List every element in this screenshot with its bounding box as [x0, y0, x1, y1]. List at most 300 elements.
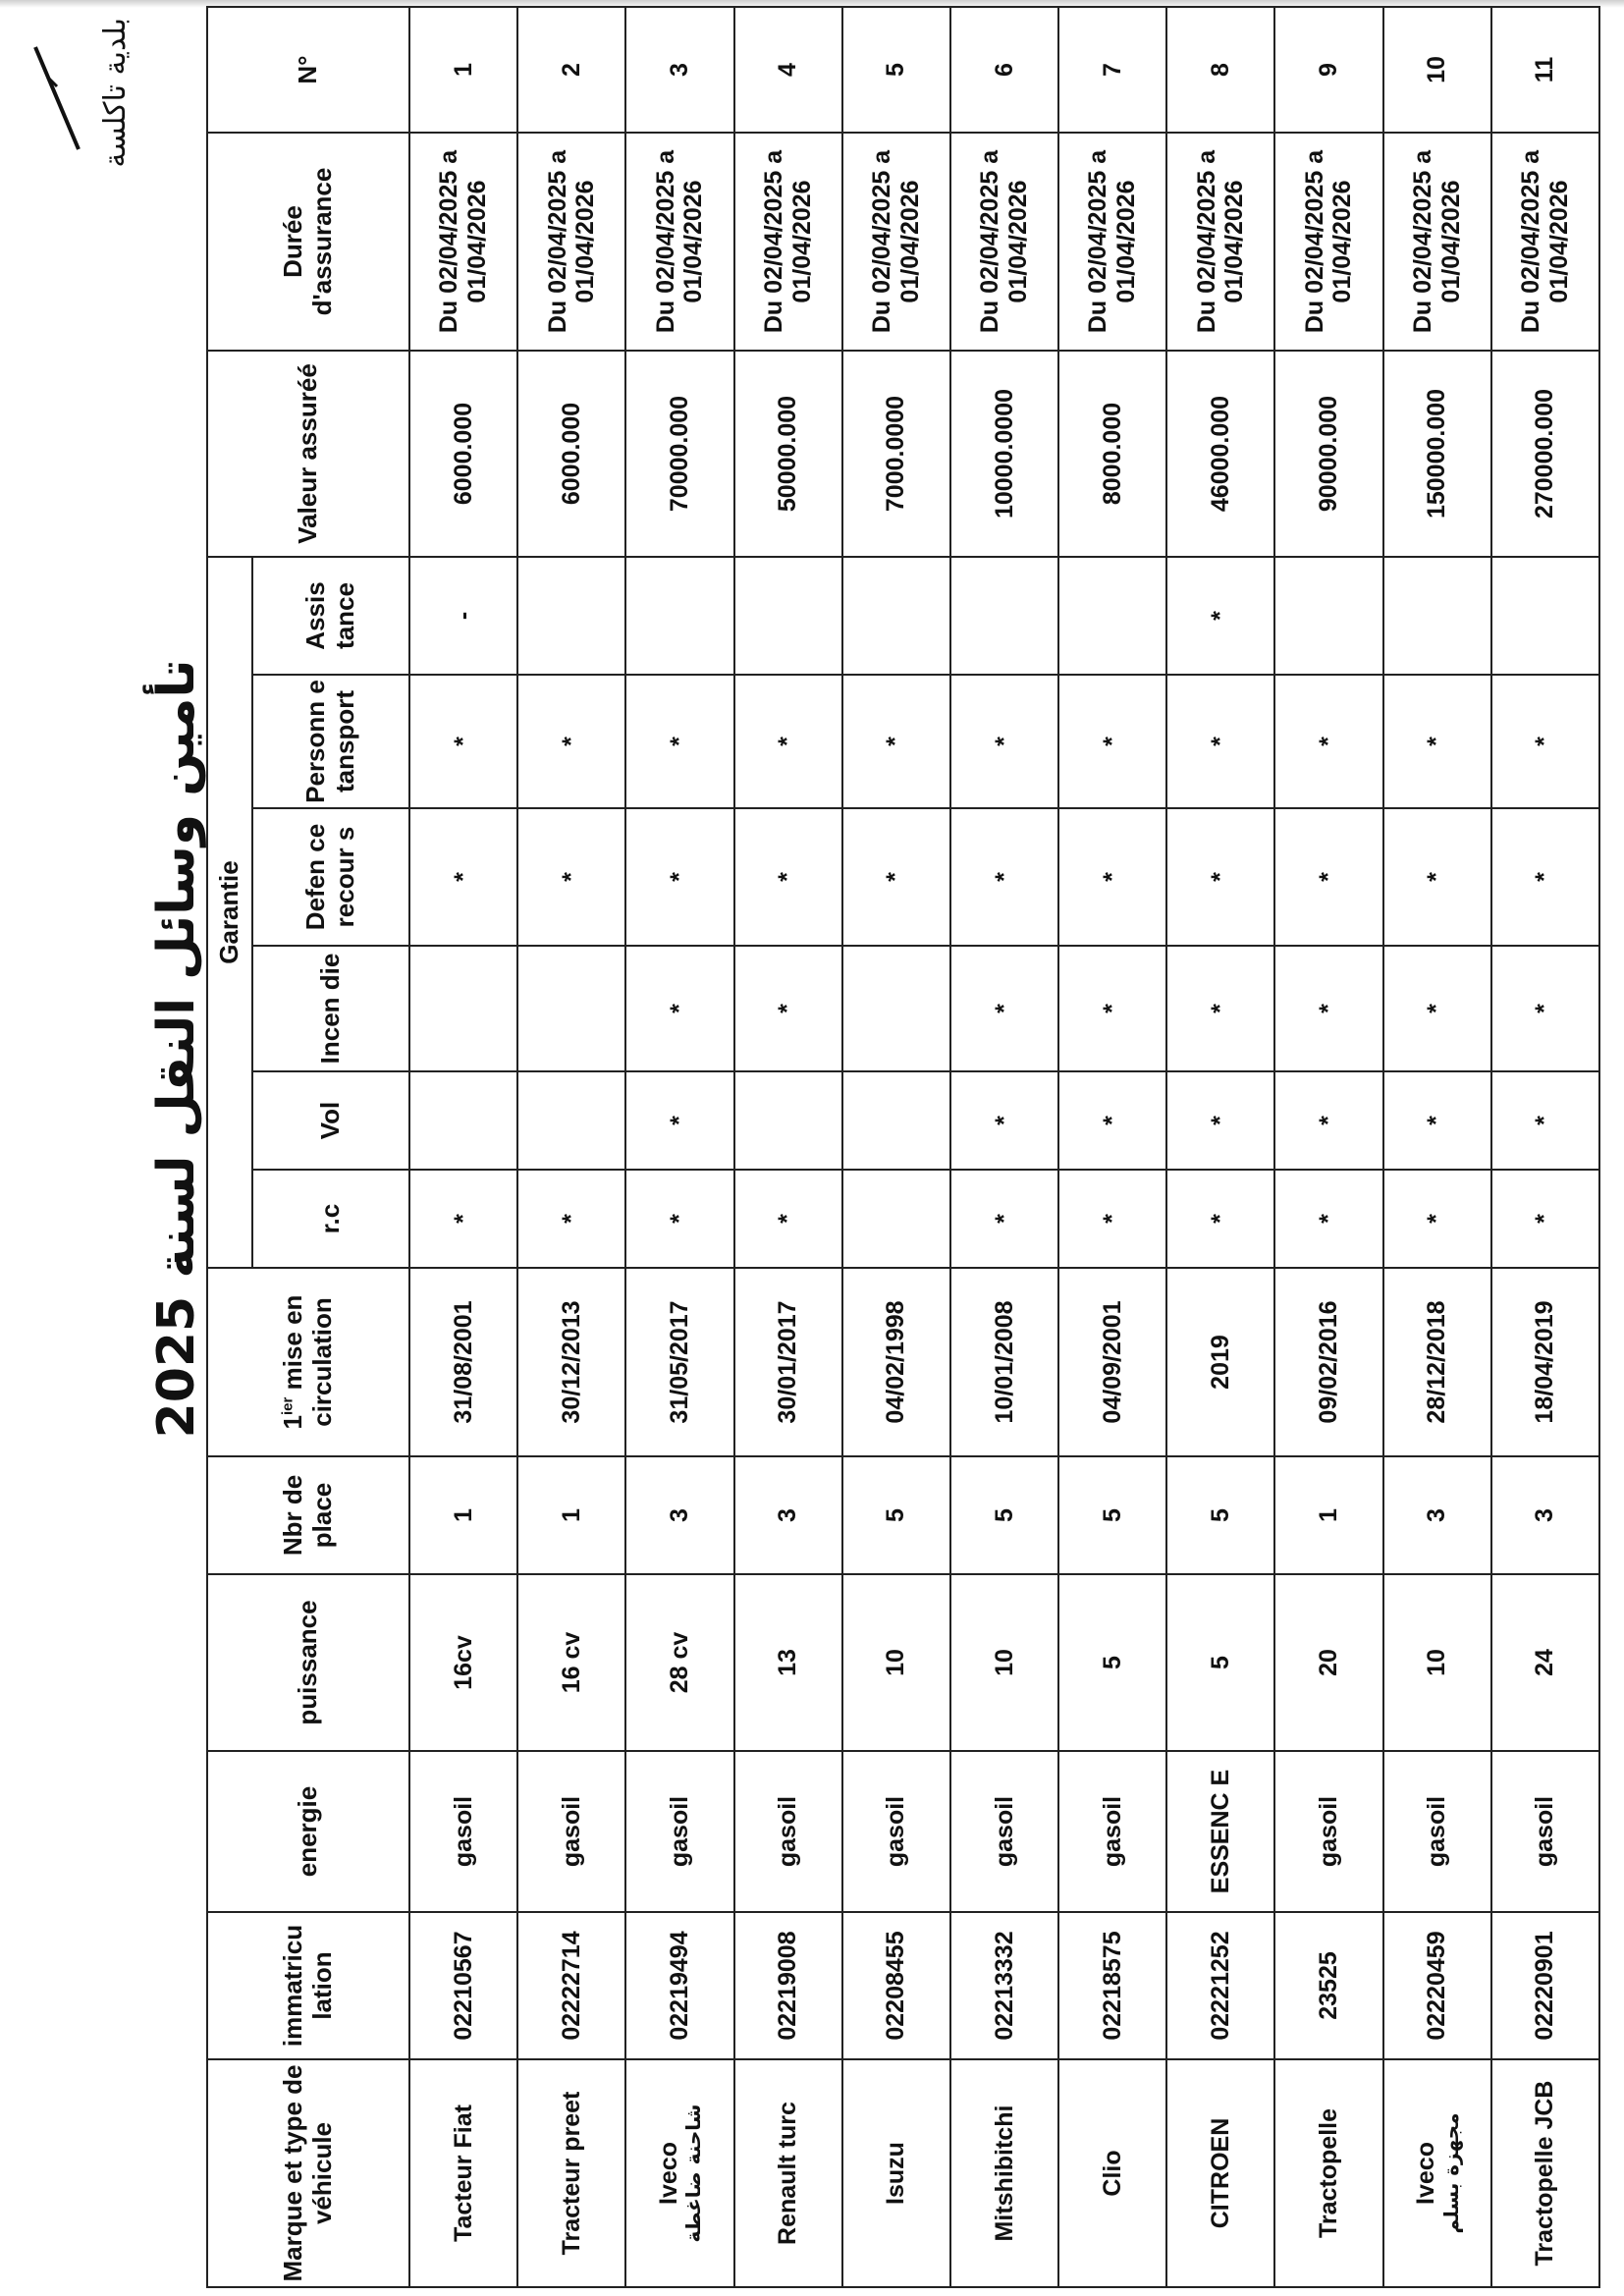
cell-duree-text: Du 02/04/2025 a 01/04/2026: [1408, 149, 1465, 334]
cell-duree: [734, 133, 842, 351]
cell-puissance-text: 10: [1423, 1649, 1451, 1676]
mise-sup: ier: [279, 1396, 297, 1415]
table-row: [625, 7, 733, 2287]
cell-incendie: [950, 946, 1058, 1071]
cell-marque-text: Mitshibitchi: [990, 2105, 1018, 2242]
cell-incendie-text: *: [1531, 1004, 1559, 1013]
cell-duree: [409, 133, 517, 351]
cell-places: [1383, 1456, 1491, 1574]
cell-num-text: 11: [1531, 56, 1559, 83]
cell-puissance-text: 10: [990, 1649, 1018, 1676]
cell-marque: [1491, 2059, 1599, 2287]
cell-incendie: [1166, 946, 1274, 1071]
cell-duree-text: Du 02/04/2025 a 01/04/2026: [1517, 149, 1573, 334]
cell-places: [409, 1456, 517, 1574]
cell-defence-text: *: [774, 872, 802, 882]
cell-puissance: [734, 1574, 842, 1751]
cell-num-text: 4: [774, 63, 802, 77]
table-body: [409, 7, 1599, 2287]
cell-puissance-text: 28 cv: [666, 1631, 694, 1694]
cell-personne: [1274, 675, 1382, 808]
cell-num: [1166, 7, 1274, 133]
cell-vol-text: *: [1098, 1116, 1126, 1125]
cell-num-text: 5: [882, 63, 910, 77]
cell-valeur-text: 270000.000: [1531, 388, 1559, 519]
col-header-vol: Vol: [252, 1071, 409, 1170]
cell-marque-arabic: شاحنة ضاغطة: [681, 2104, 706, 2243]
cell-valeur-text: 6000.000: [449, 402, 477, 506]
cell-rc: [1383, 1170, 1491, 1268]
cell-rc-text: *: [1531, 1214, 1559, 1224]
cell-personne: [842, 675, 950, 808]
col-header-marque: Marque et type de véhicule: [207, 2059, 409, 2287]
cell-defence-text: *: [557, 872, 585, 882]
cell-duree-text: Du 02/04/2025 a 01/04/2026: [976, 149, 1032, 334]
cell-puissance: [1491, 1574, 1599, 1751]
cell-immat: [517, 1912, 625, 2059]
cell-valeur-text: 10000.0000: [990, 388, 1018, 519]
cell-incendie-text: *: [1206, 1004, 1234, 1013]
cell-defence-text: *: [990, 872, 1018, 882]
cell-puissance: [409, 1574, 517, 1751]
cell-defence: [842, 808, 950, 946]
cell-puissance-text: 5: [1098, 1656, 1126, 1669]
col-header-assistance: Assis tance: [252, 557, 409, 675]
cell-mise-text: 31/08/2001: [449, 1300, 477, 1424]
cell-puissance: [1274, 1574, 1382, 1751]
cell-immat-text: 02219494: [666, 1931, 694, 2041]
col-header-personne: Personn e tansport: [252, 675, 409, 808]
cell-marque: [950, 2059, 1058, 2287]
cell-personne: [625, 675, 733, 808]
cell-personne: [1383, 675, 1491, 808]
cell-duree: [517, 133, 625, 351]
cell-marque: [409, 2059, 517, 2287]
cell-personne: [517, 675, 625, 808]
cell-immat-text: 02210567: [449, 1931, 477, 2041]
cell-num: [842, 7, 950, 133]
cell-valeur-text: 50000.000: [774, 395, 802, 513]
cell-vol-text: *: [1531, 1116, 1559, 1125]
cell-duree: [1274, 133, 1382, 351]
cell-duree-text: Du 02/04/2025 a 01/04/2026: [868, 149, 924, 334]
cell-marque-text: Tacteur Fiat: [449, 2105, 477, 2242]
cell-rc-text: *: [990, 1214, 1018, 1224]
cell-marque: [517, 2059, 625, 2287]
cell-places-text: 3: [774, 1508, 802, 1522]
cell-assistance-text: -: [449, 611, 477, 621]
cell-valeur-text: 70000.000: [666, 395, 694, 513]
mise-rest: mise en circulation: [278, 1294, 337, 1427]
cell-rc-text: *: [557, 1214, 585, 1224]
cell-mise: [950, 1268, 1058, 1456]
cell-defence-text: *: [1315, 872, 1343, 882]
cell-rc-text: *: [774, 1214, 802, 1224]
table-row: [950, 7, 1058, 2287]
cell-defence: [1274, 808, 1382, 946]
cell-valeur: [734, 351, 842, 557]
cell-immat: [1491, 1912, 1599, 2059]
cell-assistance-text: *: [1206, 611, 1234, 621]
cell-puissance: [517, 1574, 625, 1751]
cell-valeur: [1274, 351, 1382, 557]
cell-valeur-text: 7000.0000: [882, 395, 910, 513]
cell-energie: [1058, 1751, 1166, 1912]
cell-assistance: [517, 557, 625, 675]
cell-valeur-text: 90000.000: [1315, 395, 1343, 513]
cell-rc: [950, 1170, 1058, 1268]
cell-incendie: [1058, 946, 1166, 1071]
cell-num-text: 1: [449, 63, 477, 77]
cell-marque-text: Clio: [1098, 2150, 1126, 2197]
cell-energie: [517, 1751, 625, 1912]
cell-vol: [734, 1071, 842, 1170]
cell-energie: [1166, 1751, 1274, 1912]
cell-puissance-text: 5: [1206, 1656, 1234, 1669]
cell-incendie: [734, 946, 842, 1071]
cell-marque-text: Iveco: [1411, 2142, 1439, 2205]
cell-assistance: [734, 557, 842, 675]
cell-personne-text: *: [774, 737, 802, 746]
cell-mise-text: 2019: [1206, 1335, 1234, 1390]
cell-incendie: [842, 946, 950, 1071]
cell-assistance: [1383, 557, 1491, 675]
cell-assistance: [1058, 557, 1166, 675]
cell-defence: [1166, 808, 1274, 946]
document-title: تأمين وسائل النقل لسنة 2025: [147, 659, 206, 1439]
cell-places-text: 1: [449, 1508, 477, 1522]
cell-energie-text: gasoil: [557, 1795, 585, 1868]
cell-vol-text: *: [666, 1116, 694, 1125]
cell-personne: [409, 675, 517, 808]
cell-places: [517, 1456, 625, 1574]
cell-incendie: [409, 946, 517, 1071]
cell-puissance: [1383, 1574, 1491, 1751]
cell-immat-text: 02221252: [1206, 1931, 1234, 2041]
cell-mise-text: 30/12/2013: [557, 1300, 585, 1424]
cell-puissance-text: 13: [774, 1649, 802, 1676]
cell-valeur: [1383, 351, 1491, 557]
cell-personne: [734, 675, 842, 808]
cell-incendie-text: *: [1423, 1004, 1451, 1013]
cell-energie-text: gasoil: [990, 1795, 1018, 1868]
table-row: [1383, 7, 1491, 2287]
cell-valeur: [625, 351, 733, 557]
table-row: [1274, 7, 1382, 2287]
cell-duree: [1058, 133, 1166, 351]
cell-energie: [1383, 1751, 1491, 1912]
cell-energie: [842, 1751, 950, 1912]
mise-prefix: 1: [278, 1414, 308, 1430]
cell-immat: [409, 1912, 517, 2059]
cell-assistance: [842, 557, 950, 675]
cell-num: [1274, 7, 1382, 133]
cell-mise-text: 30/01/2017: [774, 1300, 802, 1424]
cell-duree-text: Du 02/04/2025 a 01/04/2026: [759, 149, 816, 334]
cell-valeur: [1058, 351, 1166, 557]
cell-vol-text: *: [990, 1116, 1018, 1125]
cell-duree: [625, 133, 733, 351]
cell-mise-text: 04/02/1998: [882, 1300, 910, 1424]
cell-places-text: 5: [1206, 1508, 1234, 1522]
cell-mise-text: 31/05/2017: [666, 1300, 694, 1424]
cell-immat: [1058, 1912, 1166, 2059]
cell-rc: [1058, 1170, 1166, 1268]
cell-incendie: [1491, 946, 1599, 1071]
cell-valeur: [842, 351, 950, 557]
cell-personne-text: *: [1098, 737, 1126, 746]
cell-energie: [625, 1751, 733, 1912]
cell-immat: [842, 1912, 950, 2059]
col-header-valeur: Valeur assuréé: [207, 351, 409, 557]
cell-places: [950, 1456, 1058, 1574]
cell-places-text: 5: [990, 1508, 1018, 1522]
cell-num-text: 2: [557, 63, 585, 77]
cell-defence-text: *: [1098, 872, 1126, 882]
cell-incendie: [517, 946, 625, 1071]
cell-num-text: 10: [1423, 56, 1451, 83]
table-row: [734, 7, 842, 2287]
cell-puissance: [950, 1574, 1058, 1751]
col-header-garantie: Garantie: [207, 557, 252, 1268]
col-header-nbr-place: Nbr de place: [207, 1456, 409, 1574]
table-row: [409, 7, 517, 2287]
cell-places: [1166, 1456, 1274, 1574]
cell-immat: [1383, 1912, 1491, 2059]
cell-valeur-text: 6000.000: [557, 402, 585, 506]
cell-num: [734, 7, 842, 133]
cell-num: [409, 7, 517, 133]
cell-marque-text: CITROEN: [1206, 2117, 1234, 2229]
cell-num: [1491, 7, 1599, 133]
cell-vol: [517, 1071, 625, 1170]
cell-valeur-text: 8000.000: [1098, 402, 1126, 506]
cell-assistance: [625, 557, 733, 675]
cell-immat-text: 02222714: [557, 1931, 585, 2041]
cell-mise: [734, 1268, 842, 1456]
cell-puissance: [1058, 1574, 1166, 1751]
cell-places-text: 3: [1423, 1508, 1451, 1522]
cell-vol: [1058, 1071, 1166, 1170]
cell-marque-text: Iveco: [654, 2142, 682, 2205]
table-row: [517, 7, 625, 2287]
table-row: [1491, 7, 1599, 2287]
cell-marque-text: Isuzu: [882, 2142, 910, 2205]
organization-name: بلدية تاكلسة: [98, 18, 133, 168]
cell-defence-text: *: [1531, 872, 1559, 882]
cell-marque: [1383, 2059, 1491, 2287]
cell-assistance: [409, 557, 517, 675]
cell-duree: [950, 133, 1058, 351]
cell-incendie-text: *: [990, 1004, 1018, 1013]
cell-rc: [1274, 1170, 1382, 1268]
cell-num: [1383, 7, 1491, 133]
cell-energie-text: gasoil: [449, 1795, 477, 1868]
cell-mise: [842, 1268, 950, 1456]
cell-marque: [842, 2059, 950, 2287]
cell-mise-text: 04/09/2001: [1098, 1300, 1126, 1424]
cell-energie-text: gasoil: [882, 1795, 910, 1868]
col-header-mise-circulation: [207, 1268, 409, 1456]
cell-puissance-text: 16 cv: [557, 1631, 585, 1694]
cell-vol-text: *: [1423, 1116, 1451, 1125]
col-header-rc: r.c: [252, 1170, 409, 1268]
cell-places-text: 1: [557, 1508, 585, 1522]
cell-vol: [409, 1071, 517, 1170]
cell-marque-text: Tractopelle: [1315, 2108, 1343, 2238]
cell-valeur: [950, 351, 1058, 557]
cell-energie-text: ESSENC E: [1206, 1769, 1234, 1894]
cell-defence: [950, 808, 1058, 946]
cell-marque: [1274, 2059, 1382, 2287]
table-row: [1166, 7, 1274, 2287]
cell-energie: [409, 1751, 517, 1912]
cell-vol: [1274, 1071, 1382, 1170]
cell-mise: [1274, 1268, 1382, 1456]
col-header-energie: energie: [207, 1751, 409, 1912]
cell-num-text: 6: [990, 63, 1018, 77]
cell-defence: [1491, 808, 1599, 946]
cell-mise: [409, 1268, 517, 1456]
cell-places: [1274, 1456, 1382, 1574]
cell-rc-text: *: [1206, 1214, 1234, 1224]
cell-marque-arabic: مجهزة بسلم: [1438, 2112, 1463, 2234]
col-header-defence: Defen ce recour s: [252, 808, 409, 946]
cell-vol: [1166, 1071, 1274, 1170]
cell-marque: [1166, 2059, 1274, 2287]
cell-puissance-text: 10: [882, 1649, 910, 1676]
cell-puissance: [625, 1574, 733, 1751]
col-header-num: N°: [207, 7, 409, 133]
cell-duree-text: Du 02/04/2025 a 01/04/2026: [543, 149, 600, 334]
cell-mise-text: 18/04/2019: [1531, 1300, 1559, 1424]
cell-immat-text: 02219008: [774, 1931, 802, 2041]
cell-marque: [625, 2059, 733, 2287]
cell-immat: [950, 1912, 1058, 2059]
cell-rc-text: *: [1423, 1214, 1451, 1224]
cell-duree-text: Du 02/04/2025 a 01/04/2026: [435, 149, 492, 334]
table-row: [1058, 7, 1166, 2287]
cell-places-text: 5: [882, 1508, 910, 1522]
cell-immat: [625, 1912, 733, 2059]
cell-personne-text: *: [1531, 737, 1559, 746]
cell-marque: [1058, 2059, 1166, 2287]
cell-immat-text: 02220459: [1423, 1931, 1451, 2041]
cell-duree-text: Du 02/04/2025 a 01/04/2026: [1084, 149, 1141, 334]
cell-puissance: [1166, 1574, 1274, 1751]
cell-personne: [1166, 675, 1274, 808]
cell-personne-text: *: [1315, 737, 1343, 746]
cell-incendie: [1383, 946, 1491, 1071]
cell-immat-text: 02208455: [882, 1931, 910, 2041]
cell-energie-text: gasoil: [1098, 1795, 1126, 1868]
cell-puissance-text: 16cv: [449, 1635, 477, 1690]
cell-vol: [842, 1071, 950, 1170]
cell-puissance: [842, 1574, 950, 1751]
cell-rc-text: *: [1098, 1214, 1126, 1224]
cell-marque-text: Tracteur preet: [557, 2091, 585, 2256]
cell-valeur-text: 150000.000: [1423, 388, 1451, 519]
cell-defence: [1058, 808, 1166, 946]
cell-assistance: [1491, 557, 1599, 675]
cell-immat-text: 02220901: [1531, 1931, 1559, 2041]
cell-num-text: 8: [1206, 63, 1234, 77]
cell-personne: [1058, 675, 1166, 808]
cell-energie-text: gasoil: [1423, 1795, 1451, 1868]
cell-energie: [1491, 1751, 1599, 1912]
cell-personne-text: *: [882, 737, 910, 746]
cell-rc-text: *: [1315, 1214, 1343, 1224]
cell-mise: [1058, 1268, 1166, 1456]
cell-valeur-text: 46000.000: [1206, 395, 1234, 513]
cell-assistance: [1166, 557, 1274, 675]
header-row-1: [207, 7, 252, 2287]
cell-mise: [625, 1268, 733, 1456]
cell-marque-text: Renault turc: [774, 2102, 802, 2245]
cell-rc-text: *: [666, 1214, 694, 1224]
table-row: [842, 7, 950, 2287]
cell-defence-text: *: [1423, 872, 1451, 882]
cell-defence: [517, 808, 625, 946]
cell-duree: [842, 133, 950, 351]
cell-num-text: 7: [1098, 63, 1126, 77]
cell-vol: [950, 1071, 1058, 1170]
cell-rc: [517, 1170, 625, 1268]
cell-puissance-text: 24: [1531, 1649, 1559, 1676]
cell-places: [1058, 1456, 1166, 1574]
cell-incendie: [1274, 946, 1382, 1071]
cell-personne-text: *: [557, 737, 585, 746]
cell-defence-text: *: [666, 872, 694, 882]
cell-places: [842, 1456, 950, 1574]
cell-places-text: 1: [1315, 1508, 1343, 1522]
col-header-incendie: Incen die: [252, 946, 409, 1071]
cell-duree-text: Du 02/04/2025 a 01/04/2026: [1300, 149, 1357, 334]
cell-mise: [1166, 1268, 1274, 1456]
cell-incendie-text: *: [774, 1004, 802, 1013]
cell-duree-text: Du 02/04/2025 a 01/04/2026: [1192, 149, 1249, 334]
insurance-table: [206, 6, 1600, 2288]
cell-valeur: [1491, 351, 1599, 557]
cell-duree: [1166, 133, 1274, 351]
cell-rc: [409, 1170, 517, 1268]
cell-defence: [1383, 808, 1491, 946]
cell-rc: [1166, 1170, 1274, 1268]
cell-duree-text: Du 02/04/2025 a 01/04/2026: [651, 149, 708, 334]
cell-defence-text: *: [1206, 872, 1234, 882]
cell-valeur: [517, 351, 625, 557]
cell-places-text: 3: [666, 1508, 694, 1522]
cell-places-text: 3: [1531, 1508, 1559, 1522]
cell-valeur: [409, 351, 517, 557]
cell-defence-text: *: [449, 872, 477, 882]
cell-defence: [409, 808, 517, 946]
cell-places-text: 5: [1098, 1508, 1126, 1522]
cell-personne-text: *: [449, 737, 477, 746]
cell-vol: [1383, 1071, 1491, 1170]
cell-vol: [1491, 1071, 1599, 1170]
cell-rc: [625, 1170, 733, 1268]
cell-incendie-text: *: [666, 1004, 694, 1013]
cell-rc: [1491, 1170, 1599, 1268]
cell-assistance: [950, 557, 1058, 675]
cell-vol: [625, 1071, 733, 1170]
cell-energie: [1274, 1751, 1382, 1912]
cell-duree: [1383, 133, 1491, 351]
cell-valeur: [1166, 351, 1274, 557]
col-header-puissance: puissance: [207, 1574, 409, 1751]
cell-defence-text: *: [882, 872, 910, 882]
